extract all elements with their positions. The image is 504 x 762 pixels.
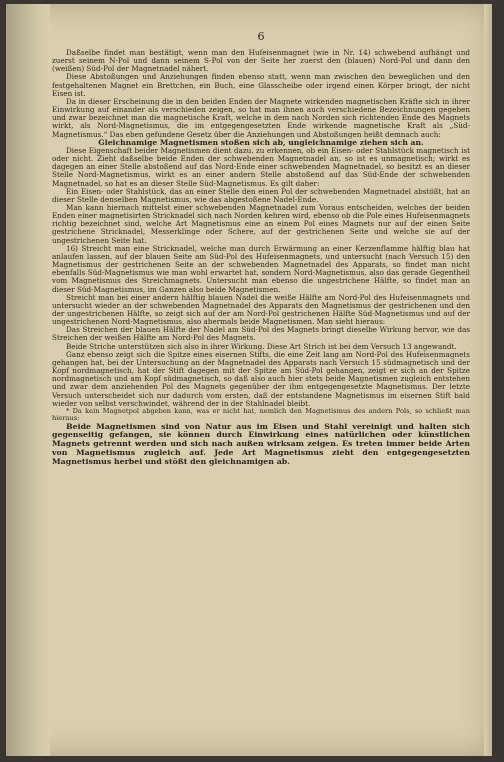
paragraph: Beide Magnetismen sind von Natur aus im Eisen und Stahl vereinigt und halten sich gegenseitig gefangen, sie können durch Einwirkung eines natürlichen oder künstlichen Magnets getrennt werden und sich nach außen wirksam zeigen. Es treten immer beide Arten von Magnetismus zugleich auf. Jede Art Magnetismus zieht den entgegengesetzten Magnetismus herbei und stößt den gleichnamigen ab. <box>52 421 470 466</box>
page-content <box>52 30 470 742</box>
paragraph: Gleichnamige Magnetismen stoßen sich ab, ungleichnamige ziehen sich an. <box>98 137 424 147</box>
paragraph: Das Streichen der blauen Hälfte der Nadel am Süd-Pol des Magnets bringt dieselbe Wirkung hervor, wie das Streichen der weißen Hälfte am Nord-Pol des Magnets. <box>52 325 470 343</box>
paragraph: Daßselbe findet man bestätigt, wenn man den Hufeisenmagnet (wie in Nr. 14) schwebend aufhängt und zuerst seinem N-Pol und dann seinem S-Pol von der Seite her zuerst den (blauen) Nord-Pol und dann den (weißen) Süd-Pol der Magnetnadel nähert. <box>52 48 470 74</box>
paragraph: Beide Striche unterstützen sich also in ihrer Wirkung. Diese Art Strich ist bei dem Versuch 13 angewandt. <box>66 341 457 351</box>
page-binding-shadow <box>6 4 50 756</box>
paragraph: * Da kein Magnetpol abgeben kann, was er nicht hat, nemlich den Magnetismus des andern Pols, so schließt man hieraus: <box>52 406 470 423</box>
page-number: 6 <box>257 30 265 43</box>
paragraph: Streicht man bei einer andern hälftig blauen Nadel die weiße Hälfte am Nord-Pol des Hufeisenmagnets und untersucht wieder an der schwebenden Magnetnadel des Apparats den Magnetismus der gestrichenen und den der ungestrichenen Hälfte, so zeigt sich auf der am Nord-Pol gestrichenen Hälfte Süd-Magnetismus und auf der ungestrichenen Nord-Magnetismus, also abermals beide Magnetismen. Man sieht hieraus: <box>52 292 470 327</box>
paragraph: Diese Abstoßungen und Anziehungen finden ebenso statt, wenn man zwischen den beweglichen und den festgehaltenen Magnet ein Brettchen, ein Buch, eine Glasscheibe oder irgend einen Körper bringt, der nicht Eisen ist. <box>52 72 470 98</box>
page-body <box>52 49 470 467</box>
paragraph: Ein Eisen- oder Stahlstück, das an einer Stelle den einen Pol der schwebenden Magnetnadel abstößt, hat an dieser Stelle denselben Magnetismus, wie das abgestoßene Nadel-Ende. <box>52 186 470 204</box>
paragraph: Diese Eigenschaft beider Magnetismen dient dazu, zu erkennen, ob ein Eisen- oder Stahlstück magnetisch ist oder nicht. Zieht daßselbe beide Enden der schwebenden Magnetnadel an, so ist es unmagnetisch; wirkt es dagegen an einer Stelle abstoßend auf das Nord-Ende einer schwebenden Magnetnadel, so besitzt es an dieser Stelle Nord-Magnetismus, wirkt es an einer andern Stelle abstoßend auf das Süd-Ende der schwebenden Magnetnadel, so hat es an dieser Stelle Süd-Magnetismus. Es gilt daher: <box>52 145 470 188</box>
paragraph: Ganz ebenso zeigt sich die Spitze eines eisernen Stifts, die eine Zeit lang am Nord-Pol des Hufeisenmagnets gehangen hat, bei der Untersuchung an der Magnetnadel des Apparats nach Versuch 15 südmagnetisch und der Kopf nordmagnetisch, hat der Stift dagegen mit der Spitze am Süd-Pol gehangen, zeigt er sich an der Spitze nordmagnetisch und am Kopf südmagnetisch, so daß also auch hier stets beide Magnetismen zugleich entstehen und zwar dem anziehenden Pol des Magnets gegenüber der ihm entgegengesetzte Magnetismus. Der letzte Versuch unterscheidet sich nur dadurch vom ersten, daß der entstandene Magnetismus im eisernen Stift bald wieder von selbst verschwindet, während der in der Stahlnadel bleibt. <box>52 349 470 408</box>
paragraph: 16) Streicht man eine Stricknadel, welche man durch Erwärmung an einer Kerzenflamme hälftig blau hat anlaufen lassen, auf der blauen Seite am Süd-Pol des Hufeisenmagnets, und untersucht (nach Versuch 15) den Magnetismus der gestrichenen Seite an der schwebenden Magnetnadel des Apparats, so findet man nicht ebenfalls Süd-Magnetismus wie man wohl erwartet hat, sondern Nord-Magnetismus, also das gerade Gegentheil vom Magnetismus des Streichmagnets. Untersucht man ebenso die ungestrichene Hälfte, so findet man an dieser Süd-Magnetismus, im Ganzen also beide Magnetismen. <box>52 243 470 294</box>
book-page <box>6 4 492 756</box>
page-edge <box>484 4 492 756</box>
paragraph: Man kann hiernach mittelst einer schwebenden Magnetnadel zum Voraus entscheiden, welches der beiden Enden einer magnetisirten Stricknadel sich nach Norden kehren wird, ebenso ob die Pole eines Hufeisenmagnets richtig bezeichnet sind, welche Art Magnetismus eine an einem Pol eines Magnets nur auf der einen Seite gestrichene Stricknadel, Messerklinge oder Schere, auf der gestrichenen Seite und welche sie auf der ungestrichenen Seite hat. <box>52 202 470 245</box>
paragraph: Da in dieser Erscheinung die in den beiden Enden der Magnete wirkenden magnetischen Kräfte sich in ihrer Einwirkung auf einander als verschieden zeigen, so hat man ihnen auch verschiedene Bezeichnungen gegeben und zwar bezeichnet man die magnetische Kraft, welche in dem nach Norden sich richtenden Ende des Magnets wirkt, als Nord-Magnetismus, die im entgegengesetzten Ende wirkende magnetische Kraft als „Süd-Magnetismus.“ Das eben gefundene Gesetz über die Anziehungen und Abstoßungen heißt demnach auch: <box>52 96 470 139</box>
